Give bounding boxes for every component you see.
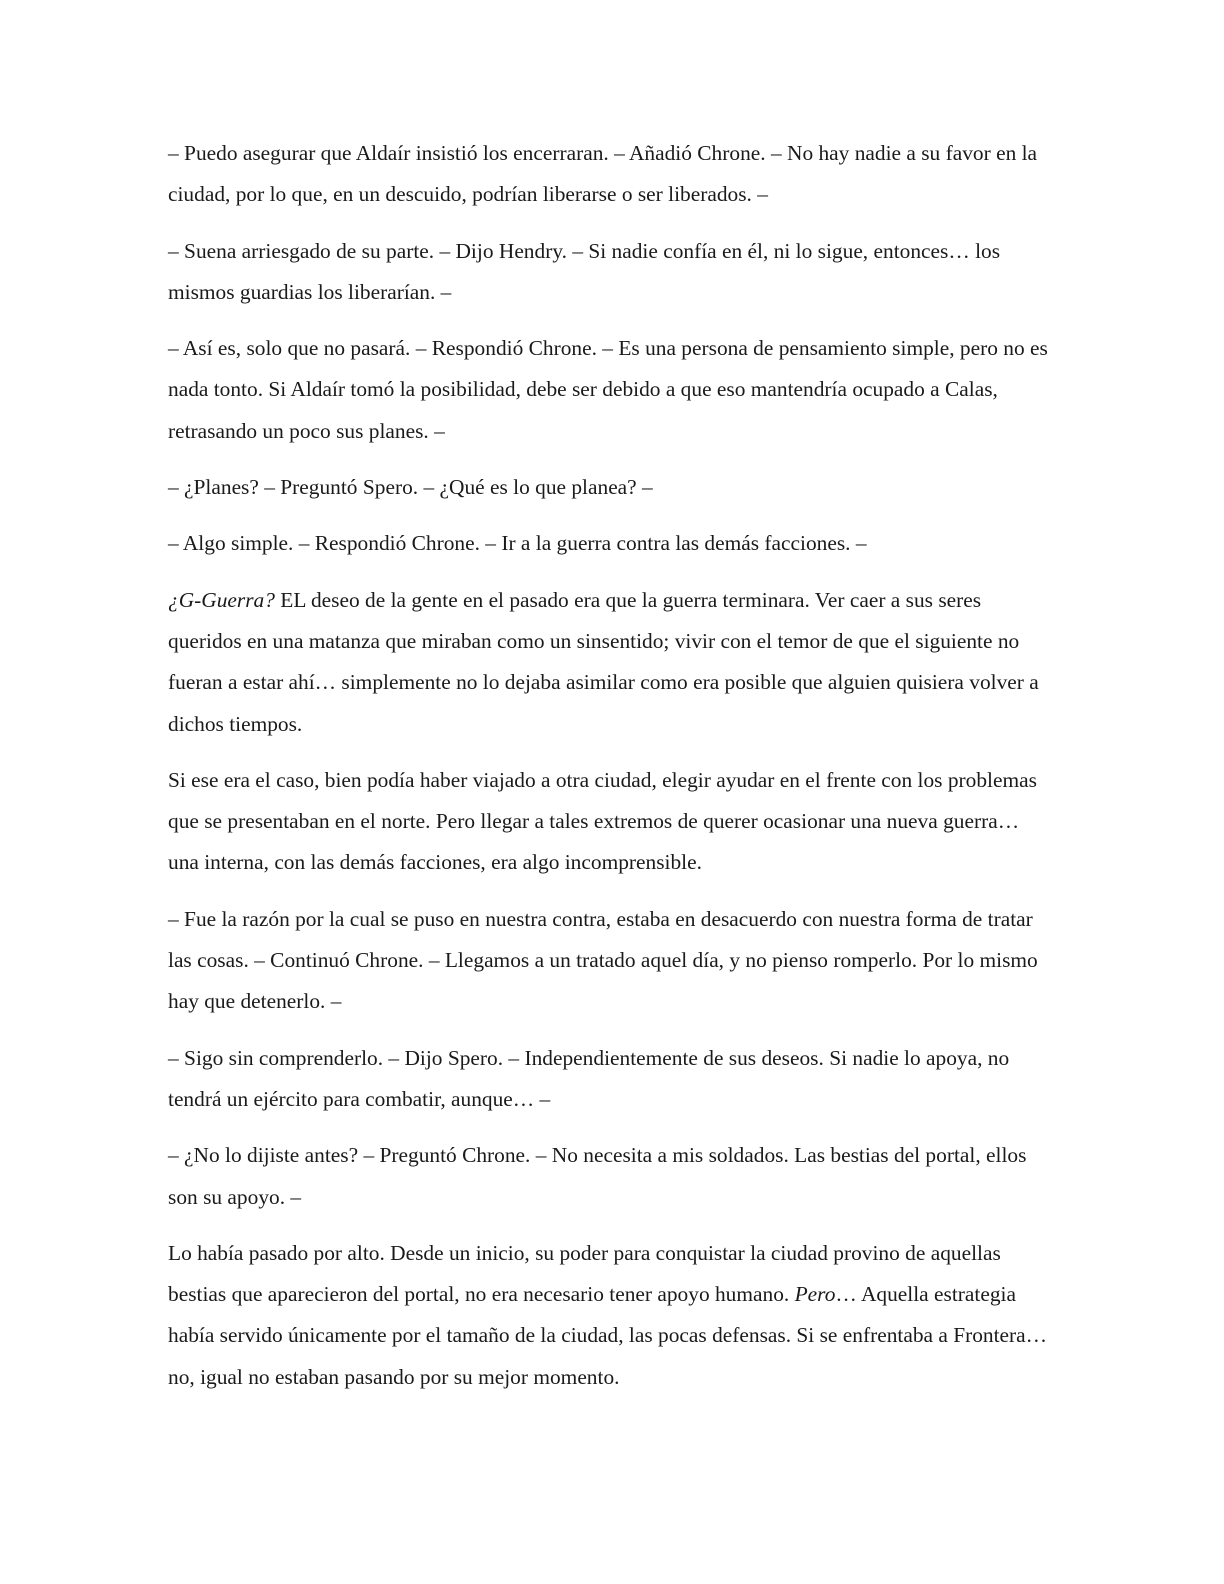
paragraph-text: Si ese era el caso, bien podía haber viajado a otra ciudad, elegir ayudar en el frente con los problemas que se presentaban en el norte. Pero llegar a tales extremos de querer ocasionar una nueva guerra… una interna, con las demás facciones, era algo incomprensible. <box>168 767 1037 875</box>
paragraph-text: – Sigo sin comprenderlo. – Dijo Spero. – Independientemente de sus deseos. Si nadie lo apoya, no tendrá un ejército para combatir, aunque… – <box>168 1045 1010 1111</box>
paragraph-text: – ¿No lo dijiste antes? – Preguntó Chrone. – No necesita a mis soldados. Las bestias del portal, ellos son su apoyo. – <box>168 1143 1027 1209</box>
paragraph <box>168 1233 1048 1398</box>
paragraph-text: EL deseo de la gente en el pasado era que la guerra terminara. Ver caer a sus seres queridos en una matanza que miraban como un sinsentido; vivir con el temor de que el siguiente no fueran a estar ahí… simplemente no lo dejaba asimilar como era posible que alguien quisiera volver a dichos tiempos. <box>168 587 1039 736</box>
italic-word: Pero <box>794 1282 836 1307</box>
paragraph-text: – Así es, solo que no pasará. – Respondió Chrone. – Es una persona de pensamiento simple, pero no es nada tonto. Si Aldaír tomó la posibilidad, debe ser debido a que eso mantendría ocupado a Calas, retrasando un poco sus planes. – <box>168 336 1048 443</box>
paragraph <box>168 467 1048 508</box>
body-text <box>168 133 1048 1413</box>
paragraph-text: Lo había pasado por alto. Desde un inicio, su poder para conquistar la ciudad provino de aquellas bestias que aparecieron del portal, no era necesario tener apoyo humano. <box>168 1240 1001 1307</box>
paragraph <box>168 133 1048 216</box>
paragraph <box>168 328 1048 452</box>
paragraph-text: – Fue la razón por la cual se puso en nuestra contra, estaba en desacuerdo con nuestra forma de tratar las cosas. – Continuó Chrone. – Llegamos a un tratado aquel día, y no pienso romperlo. Por lo mismo hay que detenerlo. – <box>168 906 1038 1014</box>
paragraph-text: – ¿Planes? – Preguntó Spero. – ¿Qué es lo que planea? – <box>168 475 653 500</box>
paragraph-text: – Puedo asegurar que Aldaír insistió los encerraran. – Añadió Chrone. – No hay nadie a su favor en la ciudad, por lo que, en un descuido, podrían liberarse o ser liberados. – <box>168 141 1038 207</box>
paragraph <box>168 231 1048 314</box>
paragraph <box>168 580 1048 745</box>
paragraph <box>168 760 1048 884</box>
paragraph-text: … Aquella estrategia había servido únicamente por el tamaño de la ciudad, las pocas defensas. Si se enfrentaba a Frontera… no, igual no estaban pasando por su mejor momento. <box>168 1282 1048 1389</box>
paragraph <box>168 1038 1048 1121</box>
paragraph <box>168 899 1048 1023</box>
paragraph <box>168 523 1048 564</box>
paragraph-text: – Suena arriesgado de su parte. – Dijo Hendry. – Si nadie confía en él, ni lo sigue, entonces… los mismos guardias los liberarían. – <box>168 238 1001 304</box>
paragraph <box>168 1135 1048 1218</box>
italic-thought: ¿G-Guerra? <box>168 587 275 612</box>
paragraph-text: – Algo simple. – Respondió Chrone. – Ir a la guerra contra las demás facciones. – <box>168 531 867 556</box>
